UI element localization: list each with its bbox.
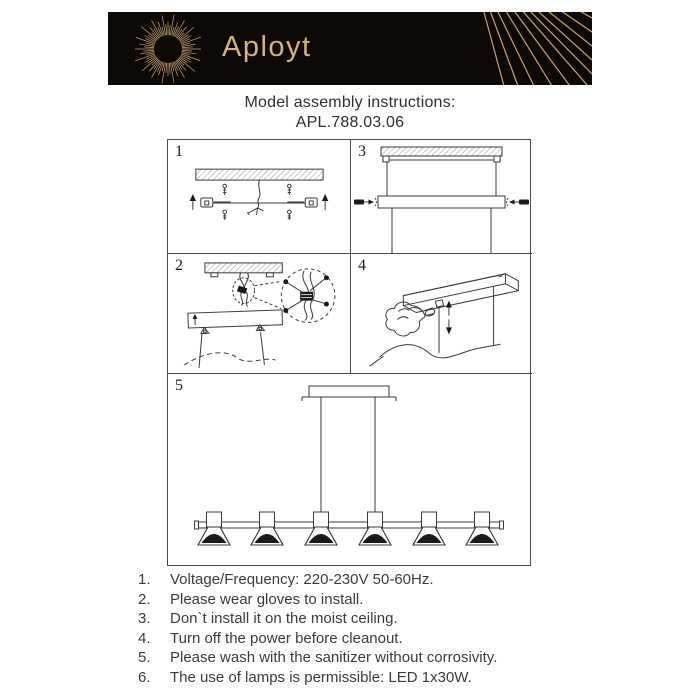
page-header (0, 94, 700, 132)
instruction-list (138, 570, 598, 688)
step-2-number: 2 (175, 257, 183, 274)
step-1-panel (168, 140, 351, 254)
step-2-diagram (168, 254, 350, 373)
instruction-number: 6. (138, 668, 151, 686)
instruction-text: Please wear gloves to install. (170, 590, 364, 608)
step-4-panel (351, 254, 532, 374)
instruction-text: The use of lamps is permissible: LED 1x30W. (170, 668, 472, 686)
instruction-item (138, 570, 598, 590)
brand-name: Aployt (222, 30, 312, 63)
page-title: Model assembly instructions: (244, 94, 456, 111)
instruction-item (138, 668, 598, 688)
step-2-panel (168, 254, 351, 374)
step-3-panel (351, 140, 532, 254)
instruction-item (138, 590, 598, 610)
instruction-text: Turn off the power before cleanout. (170, 629, 403, 647)
instruction-number: 5. (138, 649, 151, 667)
step-4-number: 4 (358, 257, 366, 274)
instruction-text: Don`t install it on the moist ceiling. (170, 610, 398, 628)
model-number: APL.788.03.06 (295, 114, 405, 131)
sunburst-logo-icon (128, 12, 208, 85)
step-5-diagram (168, 374, 530, 565)
step-4-diagram (351, 254, 532, 373)
instruction-item (138, 648, 598, 668)
step-1-number: 1 (175, 143, 183, 160)
step-3-number: 3 (358, 143, 366, 160)
instruction-number: 2. (138, 590, 151, 608)
step-1-diagram (168, 140, 350, 253)
instruction-number: 1. (138, 571, 151, 588)
brand-banner (108, 12, 592, 85)
instruction-text: Please wash with the sanitizer without corrosivity. (170, 649, 498, 667)
instruction-number: 4. (138, 629, 151, 647)
instruction-text: Voltage/Frequency: 220-230V 50-60Hz. (170, 571, 434, 588)
assembly-diagram-grid (167, 139, 531, 566)
step-5-panel (168, 374, 530, 565)
step-5-number: 5 (175, 377, 183, 394)
instruction-item (138, 629, 598, 649)
step-3-diagram (351, 140, 532, 253)
instruction-item (138, 609, 598, 629)
instruction-number: 3. (138, 610, 151, 628)
fan-rays-icon (382, 12, 592, 85)
